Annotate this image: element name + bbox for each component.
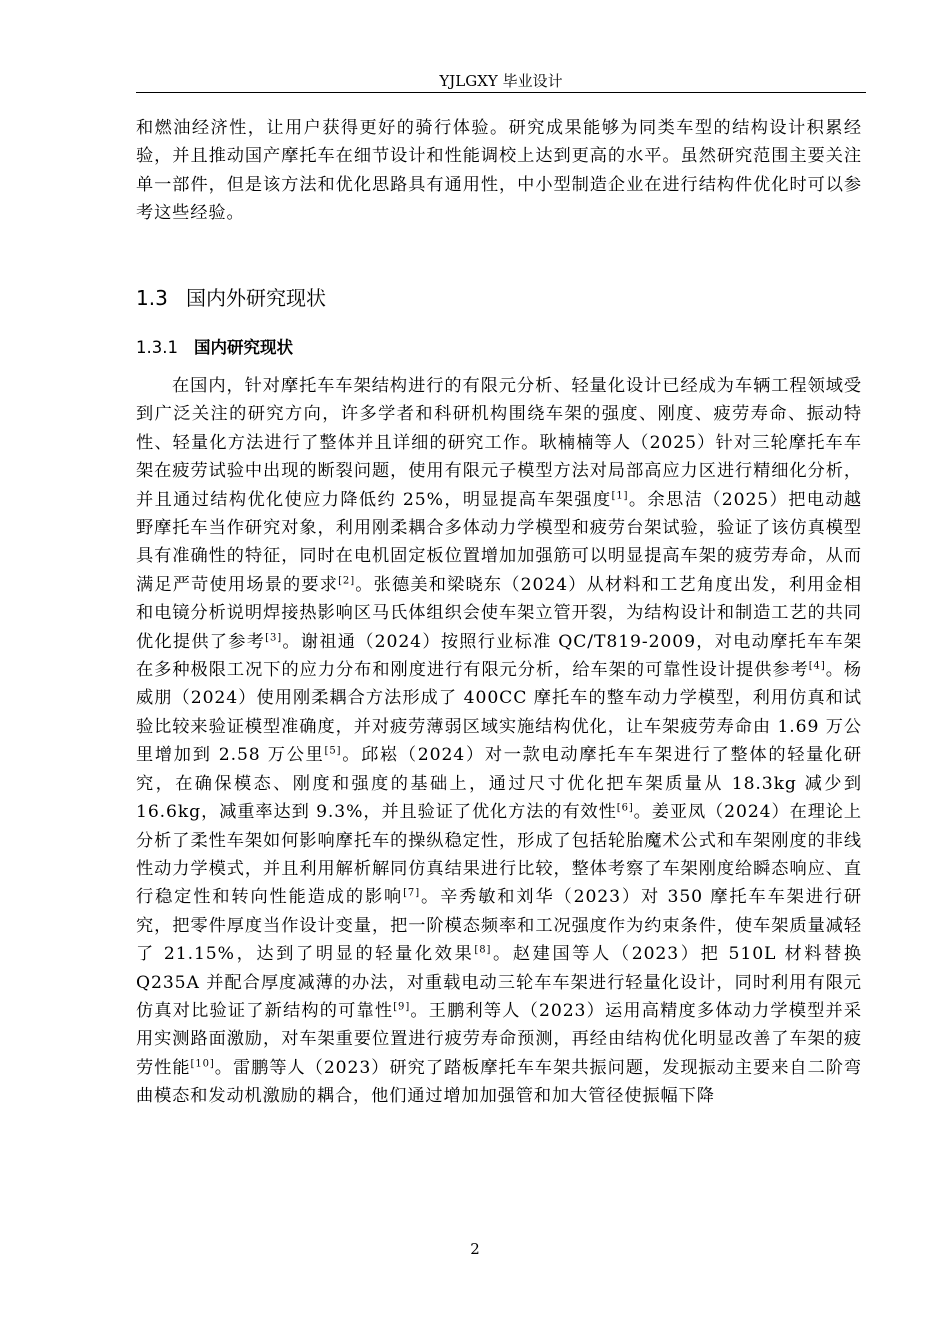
text-segment: 。辛秀敏和刘华（2023）对 350 摩托车车架进行研究，把零件厚度当作设计变量，把一阶模态频率和工况强度作为约束条件，使车架质量减轻了 21.15%，达到了明显的轻量化效果 — [136, 887, 862, 965]
text-segment: 。雷鹏等人（2023）研究了踏板摩托车车架共振问题，发现振动主要来自二阶弯曲模态和发动机激励的耦合，他们通过增加加强管和加大管径使振幅下降 — [136, 1057, 863, 1107]
header-rule — [136, 92, 866, 93]
citation-ref: [9] — [393, 1001, 411, 1013]
text-segment: 。杨威朋（2024）使用刚柔耦合方法形成了 400CC 摩托车的整车动力学模型，利用仿真和试验比较来验证模型准确度，并对疲劳薄弱区域实施结构优化，让车架疲劳寿命由 1.69 万公里增加到 2.58 万公里 — [136, 660, 862, 766]
section-number: 1.3 — [136, 286, 168, 310]
paragraph-domestic-research — [136, 372, 862, 1111]
running-header: YJLGXY 毕业设计 — [439, 72, 563, 90]
citation-ref: [8] — [474, 944, 492, 956]
citation-ref: [2] — [338, 575, 355, 587]
text-segment: 。谢祖通（2024）按照行业标准 QC/T819-2009，对电动摩托车车架在多种极限工况下的应力分布和刚度进行有限元分析，给车架的可靠性设计提供参考 — [136, 631, 862, 681]
text-segment: 。张德美和梁晓东（2024）从材料和工艺角度出发，利用金相和电镜分析说明焊接热影响区马氏体组织会使车架立管开裂，为结构设计和制造工艺的共同优化提供了参考 — [136, 574, 862, 652]
citation-ref: [10] — [190, 1058, 215, 1070]
citation-ref: [7] — [403, 887, 420, 899]
subsection-heading — [136, 334, 293, 362]
text-segment: 。余思洁（2025）把电动越野摩托车当作研究对象，利用刚柔耦合多体动力学模型和疲劳台架试验，验证了该仿真模型具有准确性的特征，同时在电机固定板位置增加加强筋可以明显提高车架的疲劳寿命，从而满足严苛使用场景的要求 — [136, 489, 863, 595]
text-segment: 在国内，针对摩托车车架结构进行的有限元分析、轻量化设计已经成为车辆工程领域受到广泛关注的研究方向，许多学者和科研机构围绕车架的强度、刚度、疲劳寿命、振动特性、轻量化方法进行了整体并且详细的研究工作。耿楠楠等人（2025）针对三轮摩托车车架在疲劳试验中出现的断裂问题，使用有限元子模型方法对局部高应力区进行精细化分析，并且通过结构优化使应力降低约 25%，明显提高车架强度 — [136, 376, 862, 510]
page-number: 2 — [470, 1240, 480, 1258]
citation-ref: [6] — [616, 802, 634, 814]
paragraph-intro-continuation: 和燃油经济性，让用户获得更好的骑行体验。研究成果能够为同类车型的结构设计积累经验，并且推动国产摩托车在细节设计和性能调校上达到更高的水平。虽然研究范围主要关注单一部件，但是该方法和优化思路具有通用性，中小型制造企业在进行结构件优化时可以参考这些经验。 — [136, 118, 862, 224]
text-segment: 。邱崧（2024）对一款电动摩托车车架进行了整体的轻量化研究，在确保模态、刚度和强度的基础上，通过尺寸优化把车架质量从 18.3kg 减少到 16.6kg，减重率达到 9.3%，并且验证了优化方法的有效性 — [136, 745, 862, 823]
citation-ref: [5] — [324, 745, 342, 757]
subsection-title: 国内研究现状 — [194, 338, 293, 357]
text-segment: 。赵建国等人（2023）把 510L 材料替换 Q235A 并配合厚度减薄的办法，对重载电动三轮车车架进行轻量化设计，同时利用有限元仿真对比验证了新结构的可靠性 — [136, 944, 862, 1021]
subsection-number: 1.3.1 — [136, 338, 178, 357]
citation-ref: [4] — [808, 660, 826, 672]
text-segment: 。姜亚凤（2024）在理论上分析了柔性车架如何影响摩托车的操纵稳定性，形成了包括轮胎魔术公式和车架刚度的非线性动力学模式，并且利用解析解同仿真结果进行比较，整体考察了车架刚度给瞬态响应、直行稳定性和转向性能造成的影响 — [136, 802, 862, 908]
section-heading — [136, 282, 326, 314]
text-segment: 。王鹏利等人（2023）运用高精度多体动力学模型并采用实测路面激励，对车架重要位置进行疲劳寿命预测，再经由结构优化明显改善了车架的疲劳性能 — [136, 1000, 862, 1078]
citation-ref: [1] — [611, 489, 629, 501]
citation-ref: [3] — [265, 631, 283, 643]
section-title: 国内外研究现状 — [186, 286, 326, 310]
